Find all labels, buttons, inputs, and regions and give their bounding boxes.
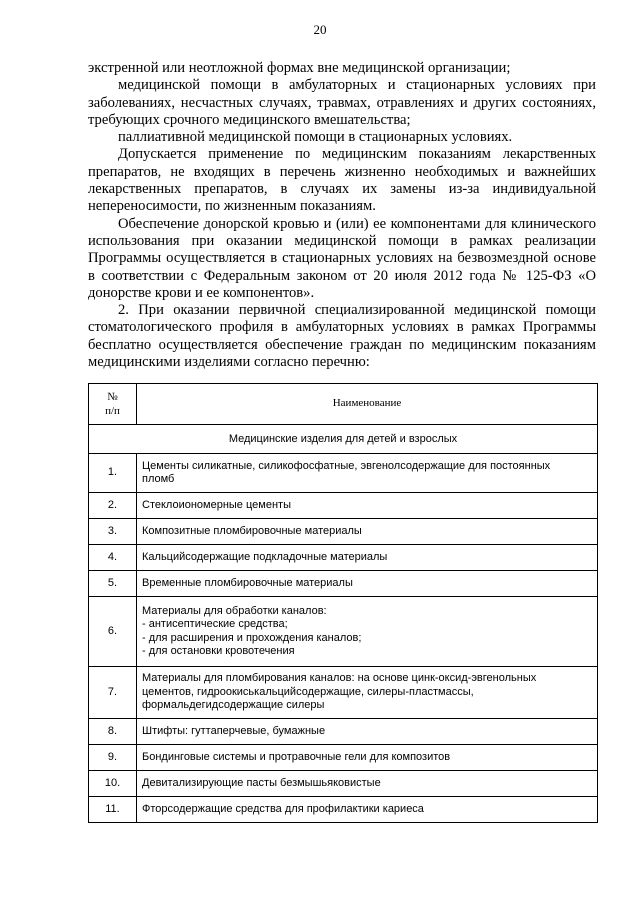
row-number: 5. — [89, 571, 137, 597]
row-name — [137, 797, 598, 823]
row-name-line: формальдегидсодержащие силеры — [142, 699, 325, 712]
table-row — [89, 771, 598, 797]
row-name — [137, 545, 598, 571]
row-name-line: Фторсодержащие средства для профилактики кариеса — [142, 802, 424, 815]
table-row — [89, 667, 598, 719]
row-name-line: Стеклоиономерные цементы — [142, 498, 291, 511]
row-name-line: пломб — [142, 473, 175, 485]
row-name-line: Материалы для пломбирования каналов: на основе цинк-оксид-эвгенольных — [142, 672, 537, 685]
row-name-line: Цементы силикатные, силикофосфатные, эвгенолсодержащие для постоянных — [142, 459, 551, 472]
paragraph: 2. При оказании первичной специализированной медицинской помощи стоматологического профиля в амбулаторных условиях в рамках Программы бесплатно осуществляется обеспечение граждан по медицинским показаниям медицинскими изделиями согласно перечню: — [88, 302, 596, 371]
row-number: 9. — [89, 745, 137, 771]
row-name-line: Материалы для обработки каналов: — [142, 604, 327, 617]
row-number: 10. — [89, 771, 137, 797]
row-name — [137, 571, 598, 597]
header-name-cell: Наименование — [137, 384, 598, 425]
row-number: 11. — [89, 797, 137, 823]
row-name — [137, 519, 598, 545]
row-number: 6. — [89, 597, 137, 667]
header-number-abbr: п/п — [105, 405, 120, 417]
row-number: 3. — [89, 519, 137, 545]
table-row — [89, 597, 598, 667]
row-name — [137, 771, 598, 797]
row-name-line: Девитализирующие пасты безмышьяковистые — [142, 776, 381, 789]
table-row — [89, 454, 598, 493]
paragraph: паллиативной медицинской помощи в стационарных условиях. — [118, 129, 513, 146]
row-name-line: цементов, гидроокиськальцийсодержащие, силеры-пластмассы, — [142, 685, 474, 698]
body-text — [88, 60, 596, 371]
paragraph: Обеспечение донорской кровью и (или) ее компонентами для клинического использования при оказании медицинской помощи в рамках реализации Программы осуществляется в стационарных условиях на безвозмездной основе в соответствии с Федеральным законом от 20 июля 2012 года № 125-ФЗ «О донорстве крови и ее компонентов». — [88, 215, 596, 301]
row-name — [137, 745, 598, 771]
row-name-line: Штифты: гуттаперчевые, бумажные — [142, 724, 326, 737]
row-name-line: - антисептические средства; — [142, 618, 288, 630]
table-row — [89, 545, 598, 571]
header-number-cell — [89, 384, 137, 425]
row-name-line: - для остановки кровотечения — [142, 645, 295, 657]
table-header-row — [89, 384, 598, 425]
table-row — [89, 797, 598, 823]
paragraph: экстренной или неотложной формах вне медицинской организации; — [88, 60, 511, 76]
table-row — [89, 745, 598, 771]
row-number: 4. — [89, 545, 137, 571]
row-name — [137, 454, 598, 493]
header-number-symbol: № — [107, 391, 118, 403]
row-name-line: - для расширения и прохождения каналов; — [142, 631, 362, 644]
row-name-line: Кальцийсодержащие подкладочные материалы — [142, 550, 388, 563]
row-number: 1. — [89, 454, 137, 493]
medical-devices-table — [88, 383, 598, 823]
table-row — [89, 719, 598, 745]
table-row — [89, 493, 598, 519]
row-number: 8. — [89, 719, 137, 745]
table-row — [89, 571, 598, 597]
row-name — [137, 597, 598, 667]
page-number: 20 — [313, 22, 327, 37]
row-number: 2. — [89, 493, 137, 519]
row-name — [137, 493, 598, 519]
row-name — [137, 719, 598, 745]
table-row — [89, 519, 598, 545]
row-name — [137, 667, 598, 719]
group-title: Медицинские изделия для детей и взрослых — [89, 425, 598, 454]
paragraph: Допускается применение по медицинским показаниям лекарственных препаратов, не входящих в перечень жизненно необходимых и важнейших лекарственных препаратов, в случаях их замены из-за индивидуальной непереносимости, по жизненным показаниям. — [88, 146, 596, 215]
group-row — [89, 425, 598, 454]
row-name-line: Временные пломбировочные материалы — [142, 576, 353, 589]
paragraph: медицинской помощи в амбулаторных и стационарных условиях при заболеваниях, несчастных случаях, травмах, отравлениях и других состояниях, требующих срочного медицинского вмешательства; — [88, 77, 596, 128]
row-name-line: Композитные пломбировочные материалы — [142, 524, 362, 537]
row-name-line: Бондинговые системы и протравочные гели для композитов — [142, 750, 451, 763]
row-number: 7. — [89, 667, 137, 719]
